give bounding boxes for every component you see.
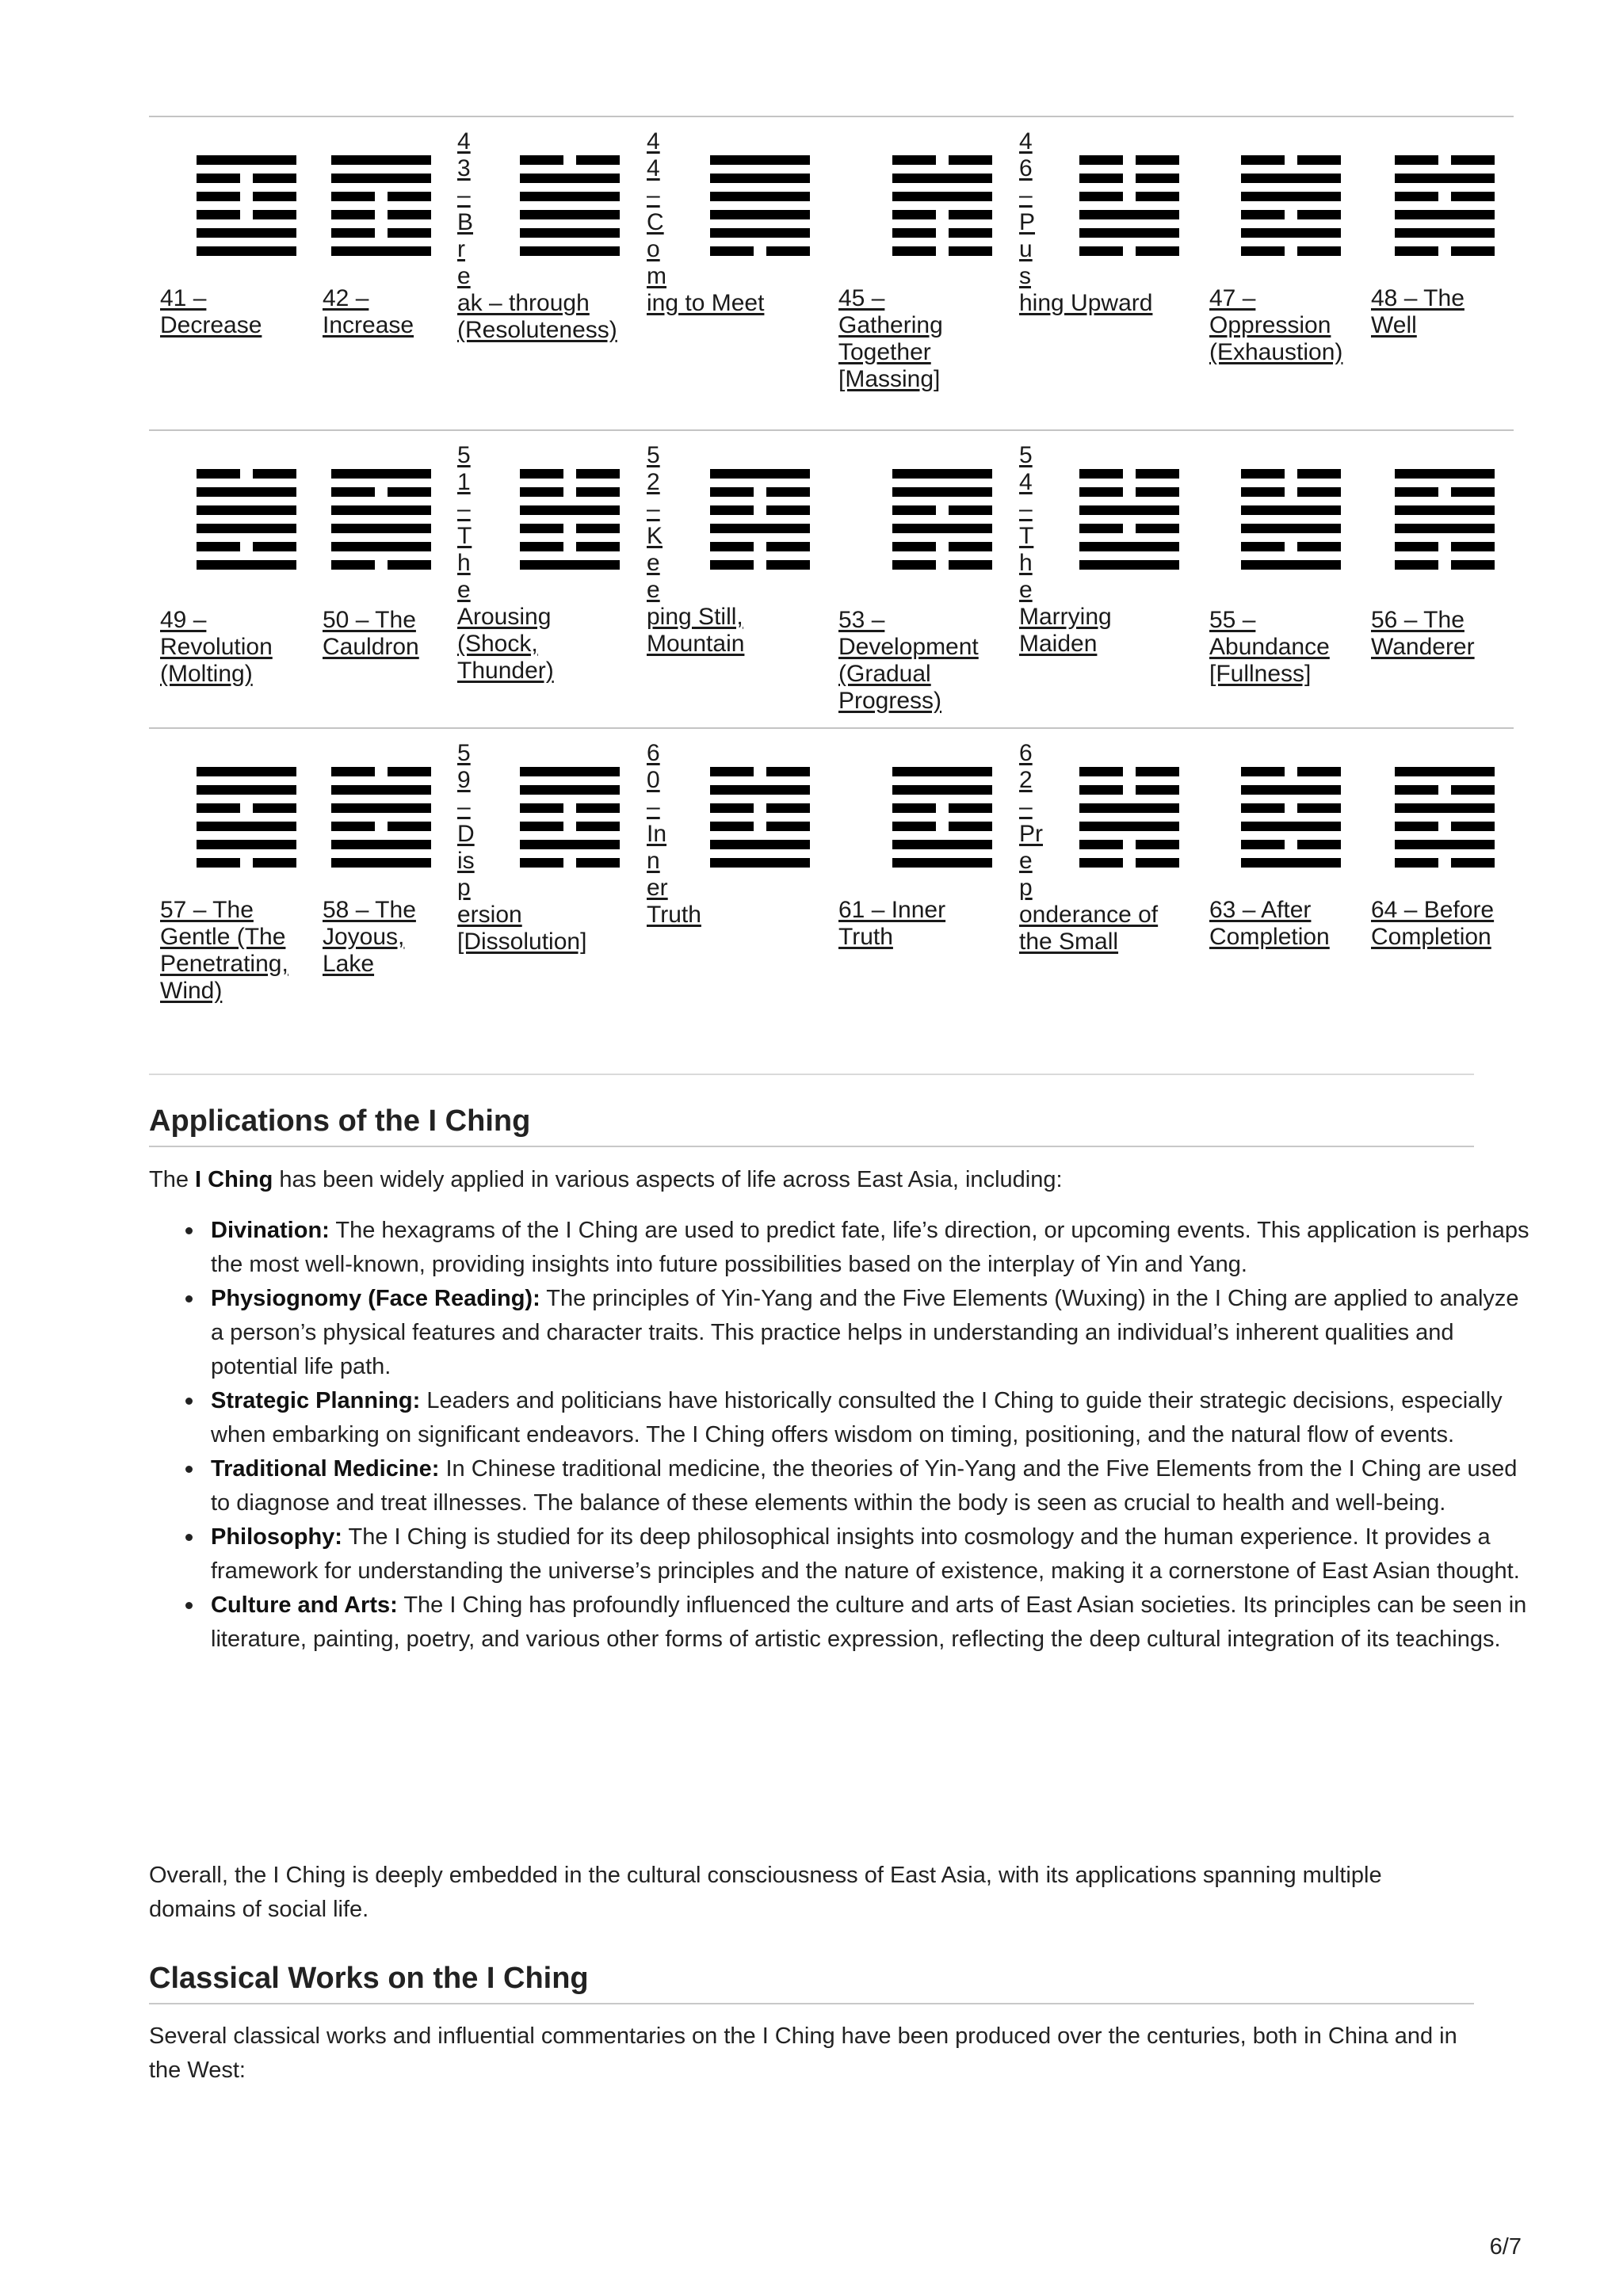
item-term: Strategic Planning:: [211, 1388, 421, 1413]
classical-works-heading: Classical Works on the I Ching: [149, 1962, 1474, 2004]
list-item: [211, 1282, 1536, 1384]
hexagram-47-link[interactable]: 47 – Oppression (Exhaustion): [1209, 285, 1343, 365]
hexagram-53-icon: [892, 469, 992, 570]
hexagram-42-link[interactable]: 42 – Increase: [323, 285, 414, 338]
hexagram-57-link[interactable]: 57 – The Gentle (The Penetrating, Wind): [160, 897, 288, 1004]
hexagram-58-icon: [331, 767, 431, 868]
hexagram-52-link[interactable]: 5 2 – K e e ping Still, Mountain: [647, 442, 745, 657]
hexagram-55-link[interactable]: 55 – Abundance [Fullness]: [1209, 607, 1330, 687]
list-item: [211, 1589, 1536, 1657]
hexagram-51-link[interactable]: 5 1 – T h e Arousing (Shock, Thunder): [457, 442, 554, 684]
list-item: [211, 1452, 1536, 1520]
hexagram-50-icon: [331, 469, 431, 570]
hexagram-47-icon: [1241, 155, 1341, 257]
hexagram-row: [149, 429, 1514, 729]
item-text: Leaders and politicians have historically consulted the I Ching to guide their strategic decisions, especially when embarking on significant endeavors. The I Ching offers wisdom on timing, positioning, and the natural flow of events.: [211, 1388, 1503, 1447]
hexagram-45-link[interactable]: 45 – Gathering Together [Massing]: [838, 285, 943, 392]
hexagram-48-link[interactable]: 48 – The Well: [1371, 285, 1465, 338]
hexagram-50-link[interactable]: 50 – The Cauldron: [323, 607, 419, 660]
hexagram-46-link[interactable]: 4 6 – P u s hing Upward: [1019, 128, 1153, 316]
hexagram-53-link[interactable]: 53 – Development (Gradual Progress): [838, 607, 979, 714]
hexagram-55-icon: [1241, 469, 1341, 570]
hexagram-63-link[interactable]: 63 – After Completion: [1209, 897, 1330, 950]
applications-conclusion: Overall, the I Ching is deeply embedded in the cultural consciousness of East Asia, with its applications spanning multiple domains of social life.: [149, 1863, 1382, 1922]
item-text: In Chinese traditional medicine, the theories of Yin-Yang and the Five Elements from the I Ching are used to diagnose and treat illnesses. The balance of these elements within the body is seen as crucial to health and well-being.: [211, 1456, 1518, 1516]
item-text: The hexagrams of the I Ching are used to predict fate, life’s direction, or upcoming events. This application is perhaps the most well-known, providing insights into future possibilities based on the interplay of Yin and Yang.: [211, 1218, 1529, 1277]
hexagram-44-link[interactable]: 4 4 – C o m ing to Meet: [647, 128, 765, 316]
hexagram-63-icon: [1241, 767, 1341, 868]
hexagram-61-link[interactable]: 61 – Inner Truth: [838, 897, 946, 950]
hexagram-45-icon: [892, 155, 992, 257]
section-divider: [149, 1074, 1474, 1075]
hexagram-54-link[interactable]: 5 4 – T h e Marrying Maiden: [1019, 442, 1112, 657]
hexagram-56-link[interactable]: 56 – The Wanderer: [1371, 607, 1475, 660]
hexagram-56-icon: [1395, 469, 1495, 570]
list-item: [211, 1520, 1536, 1589]
hexagram-57-icon: [197, 767, 296, 868]
item-text: The I Ching has profoundly influenced the culture and arts of East Asian societies. Its principles can be seen in literature, painting, poetry, and various other forms of artistic expression, reflecting the deep cultural integration of its teachings.: [211, 1592, 1527, 1652]
hexagram-42-icon: [331, 155, 431, 257]
item-term: Philosophy:: [211, 1524, 342, 1550]
list-item: [211, 1214, 1536, 1282]
page-number: 6/7: [1489, 2234, 1522, 2260]
applications-intro: The I Ching has been widely applied in various aspects of life across East Asia, including:: [149, 1167, 1063, 1192]
hexagram-64-link[interactable]: 64 – Before Completion: [1371, 897, 1495, 950]
item-text: The I Ching is studied for its deep philosophical insights into cosmology and the human experience. It provides a framework for understanding the universe’s principles and the nature of existence, making it a cornerstone of East Asian thought.: [211, 1524, 1520, 1584]
hexagram-41-icon: [197, 155, 296, 257]
item-term: Physiognomy (Face Reading):: [211, 1286, 540, 1311]
hexagram-64-icon: [1395, 767, 1495, 868]
hexagram-row: [149, 727, 1514, 1065]
hexagram-49-link[interactable]: 49 – Revolution (Molting): [160, 607, 273, 687]
hexagram-61-icon: [892, 767, 992, 868]
item-text: The principles of Yin-Yang and the Five Elements (Wuxing) in the I Ching are applied to analyze a person’s physical features and character traits. This practice helps in understanding an individual’s inherent qualities and potential life path.: [211, 1286, 1519, 1379]
hexagram-49-icon: [197, 469, 296, 570]
item-term: Divination:: [211, 1218, 330, 1243]
hexagram-60-link[interactable]: 6 0 – In n er Truth: [647, 740, 701, 928]
hexagram-41-link[interactable]: 41 – Decrease: [160, 285, 262, 338]
classical-works-intro: Several classical works and influential commentaries on the I Ching have been produced over the centuries, both in China and in the West:: [149, 2023, 1457, 2083]
hexagram-59-link[interactable]: 5 9 – D is p ersion [Dissolution]: [457, 740, 587, 955]
hexagram-58-link[interactable]: 58 – The Joyous, Lake: [323, 897, 416, 977]
hexagram-43-link[interactable]: 4 3 – B r e ak – through (Resoluteness): [457, 128, 617, 343]
hexagram-48-icon: [1395, 155, 1495, 257]
list-item: [211, 1384, 1536, 1452]
hexagram-row: [149, 116, 1514, 431]
item-term: Culture and Arts:: [211, 1592, 398, 1618]
item-term: Traditional Medicine:: [211, 1456, 440, 1482]
applications-list: [149, 1214, 1536, 1657]
applications-heading: Applications of the I Ching: [149, 1104, 1474, 1147]
hexagram-62-link[interactable]: 6 2 – Pr e p onderance of the Small: [1019, 740, 1159, 955]
